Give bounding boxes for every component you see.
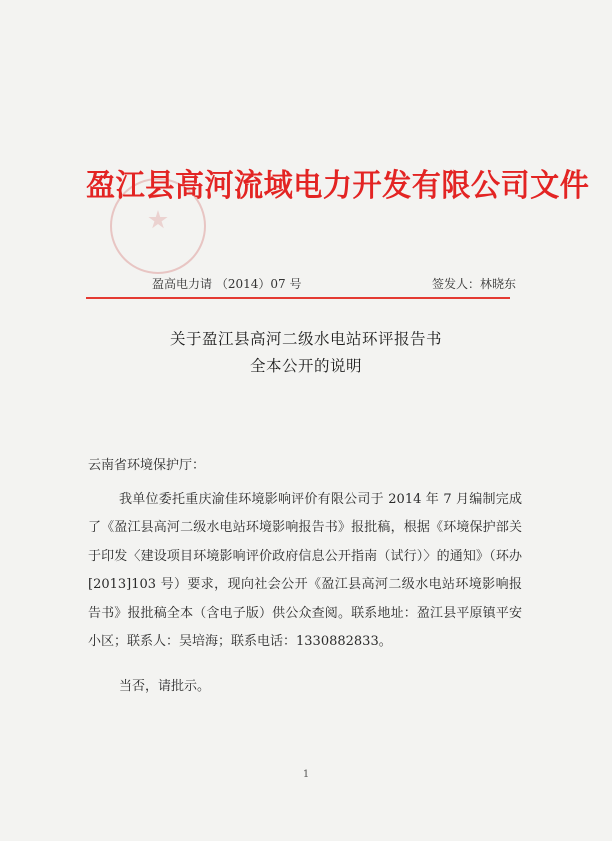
body-paragraph: 我单位委托重庆渝佳环境影响评价有限公司于 2014 年 7 月编制完成了《盈江县高河二级水电站环境影响报告书》报批稿，根据《环境保护部关于印发〈建设项目环境影响评价政府信息公开指南（试行）〉的通知》（环办[2013]103 号）要求，现向社会公开《盈江县高河二级水电站环境影响报告书》报批稿全本（含电子版）供公众查阅。联系地址：盈江县平原镇平安小区；联系人：吴培海；联系电话：1330882833。	[88, 492, 522, 650]
red-header-rule	[86, 297, 510, 299]
document-header-title: 盈江县高河流域电力开发有限公司文件	[86, 168, 590, 204]
subject-line-2: 全本公开的说明	[249, 357, 362, 375]
document-number: 盈高电力请 （2014）07 号	[152, 277, 302, 291]
recipient: 云南省环境保护厅：	[88, 458, 206, 473]
signer: 签发人：林晓东	[431, 277, 516, 291]
page-number: 1	[302, 769, 310, 780]
document-subject	[0, 326, 612, 380]
subject-line-1: 关于盈江县高河二级水电站环评报告书	[169, 330, 442, 348]
closing-line: 当否，请批示。	[119, 679, 211, 694]
